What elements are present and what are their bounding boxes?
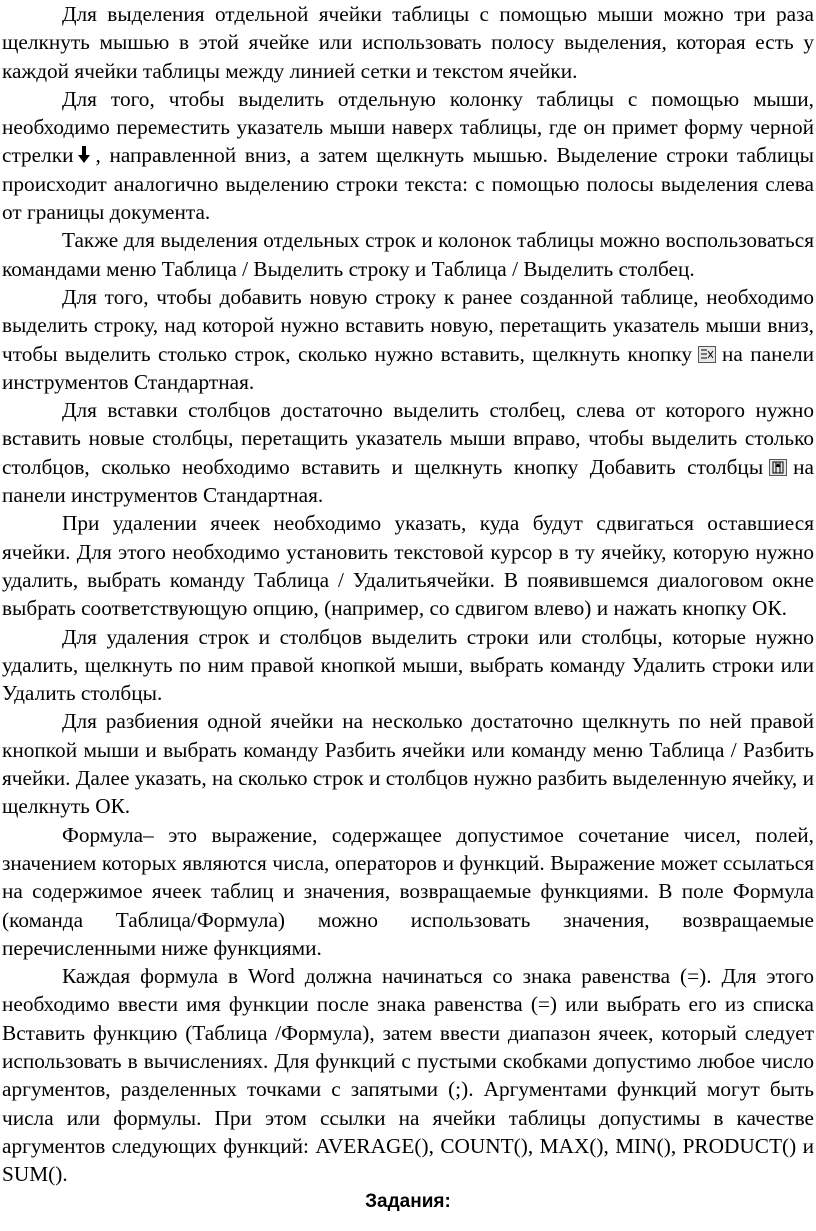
insert-columns-icon — [769, 459, 787, 476]
paragraph-text: Также для выделения отдельных строк и колонок таблицы можно воспользоваться командами меню Таблица / Выделить строку и Таблица / Выделить столбец. — [2, 228, 814, 281]
paragraph-text: Для того, чтобы добавить новую строку к ранее созданной таблице, необходимо выделить строку, над которой нужно вставить новую, перетащить указатель мыши вниз, чтобы выделить столько строк, сколько нужно вставить, щелкнуть кнопку — [2, 284, 814, 366]
paragraph-text: Для того, чтобы выделить отдельную колонку таблицы с помощью мыши, необходимо переместить указатель мыши наверх таблицы, где он примет форму черной стрелки — [2, 86, 814, 168]
insert-rows-icon — [698, 346, 716, 363]
paragraph-text: Для выделения отдельной ячейки таблицы с помощью мыши можно три раза щелкнуть мышью в этой ячейке или использовать полосу выделения, которая есть у каждой ячейки таблицы между линией сетки и текстом ячейки. — [2, 2, 814, 83]
paragraph-text: Каждая формула в Word должна начинаться со знака равенства (=). Для этого необходимо ввести имя функции после знака равенства (=) или выбрать его из списка Вставить функцию (Таблица /Формула), затем ввести диапазон ячеек, который следует использовать в вычислениях. Для функций с пустыми скобками допустимо любое число аргументов, разделенных точками с запятыми (;). Аргументами функций могут быть числа или формулы. При этом ссылки на ячейки таблицы допустимы в качестве аргументов следующих функций: AVERAGE(), COUNT(), MAX(), MIN(), PRODUCT() и SUM(). — [2, 964, 814, 1187]
paragraph-add-row — [2, 283, 814, 396]
paragraph-text: Для разбиения одной ячейки на несколько достаточно щелкнуть по ней правой кнопкой мыши и выбрать команду Разбить ячейки или команду меню Таблица / Разбить ячейки. Далее указать, на сколько строк и столбцов нужно разбить выделенную ячейку, и щелкнуть ОК. — [2, 709, 814, 819]
paragraph-delete-rows — [2, 623, 814, 708]
paragraph-add-columns — [2, 396, 814, 509]
paragraph-split-cells — [2, 707, 814, 820]
paragraph-text: на панели инструментов Стандартная. — [2, 454, 814, 508]
down-arrow-icon — [78, 146, 90, 164]
document-page — [2, 0, 814, 1214]
paragraph-text: , направленной вниз, а затем щелкнуть мышью. Выделение строки таблицы происходит аналогично выделению строки текста: с помощью полосы выделения слева от границы документа. — [2, 143, 814, 225]
paragraph-text: на панели инструментов Стандартная. — [2, 341, 814, 394]
paragraph-formula — [2, 821, 814, 962]
paragraph-text: Формула– это выражение, содержащее допустимое сочетание чисел, полей, значением которых являются числа, операторов и функций. Выражение может ссылаться на содержимое ячеек таблиц и значения, возвращаемые функциями. В поле Формула (команда Таблица/Формула) можно использовать значения, возвращаемые перечисленными ниже функциями. — [2, 822, 814, 960]
paragraph-formula-syntax — [2, 962, 814, 1188]
paragraph-select-column — [2, 85, 814, 226]
paragraph-text: Для вставки столбцов достаточно выделить столбец, слева от которого нужно вставить новые столбцы, перетащить указатель мыши вправо, чтобы выделить столько столбцов, сколько необходимо вставить и щелкнуть кнопку Добавить столбцы — [2, 398, 814, 479]
paragraph-delete-cells — [2, 509, 814, 622]
paragraph-menu-select — [2, 226, 814, 283]
paragraph-select-cell — [2, 0, 814, 85]
section-heading: Задания: — [365, 1191, 451, 1213]
paragraph-text: Для удаления строк и столбцов выделить строки или столбцы, которые нужно удалить, щелкнуть по ним правой кнопкой мыши, выбрать команду Удалить строки или Удалить столбцы. — [2, 624, 814, 706]
paragraph-text: При удалении ячеек необходимо указать, куда будут сдвигаться оставшиеся ячейки. Для этого необходимо установить текстовой курсор в ту ячейку, которую нужно удалить, выбрать команду Таблица / Удалитьячейки. В появившемся диалоговом окне выбрать соответствующую опцию, (например, со сдвигом влево) и нажать кнопку ОК. — [2, 511, 814, 621]
